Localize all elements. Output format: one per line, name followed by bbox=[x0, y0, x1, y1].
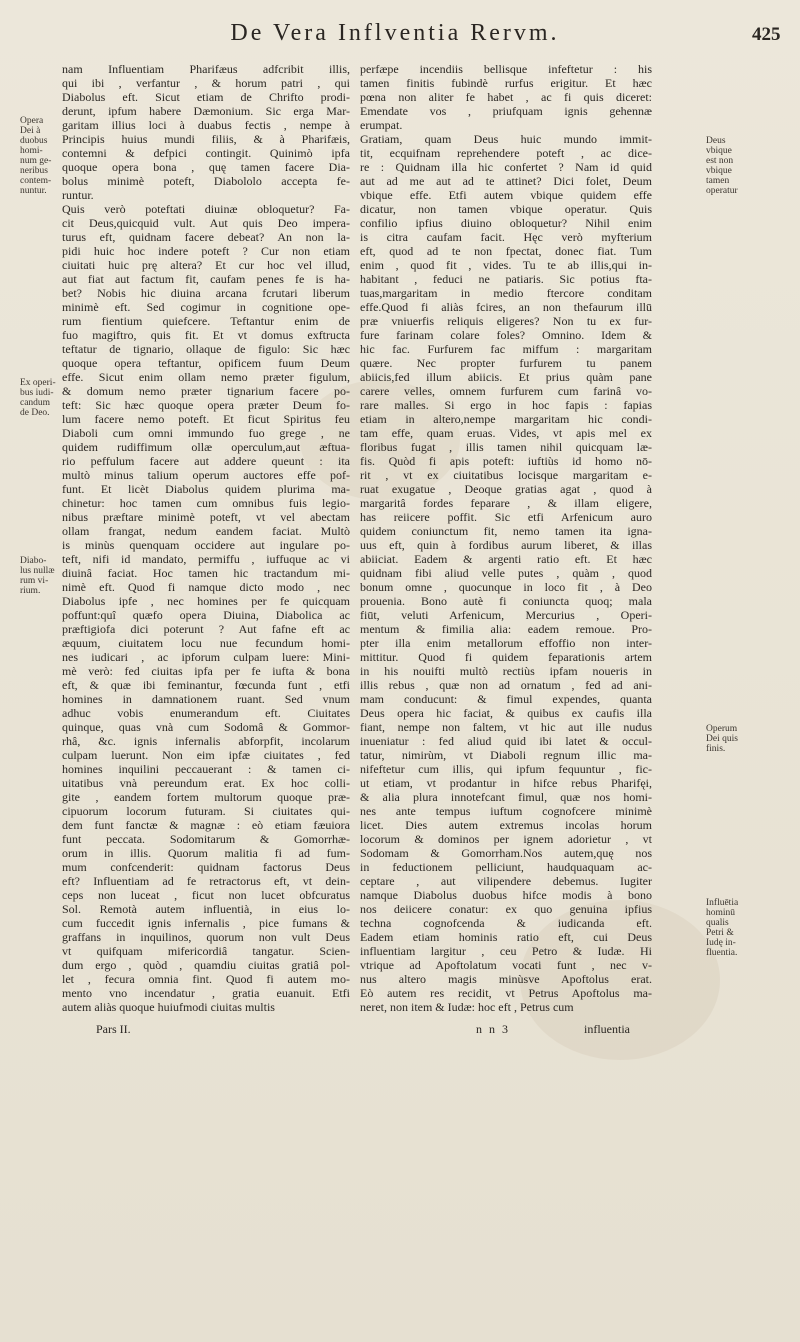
text-line: abiicis,fed illum abiicis. Et prius quàm pane bbox=[360, 370, 652, 384]
text-line: quidem coniunctum fit, nemo tamen ita igna- bbox=[360, 524, 652, 538]
margin-note-line: vbique bbox=[706, 166, 732, 176]
text-line: nimè eft. Quod fi namque dicto modo , nec bbox=[62, 580, 350, 594]
text-line: influentiam largitur , ceu Petro & Iudæ. Hi bbox=[360, 944, 652, 958]
text-line: has reiicere poffit. Sic etfi Arfenicum auro bbox=[360, 510, 652, 524]
text-line: mittitur. Quod fi quidem feparationis artem bbox=[360, 650, 652, 664]
margin-note-line: hominū bbox=[706, 908, 736, 918]
text-line: tamen finitis fubindè rurfus erigitur. Et hæc bbox=[360, 76, 652, 90]
signature-left: Pars II. bbox=[96, 1022, 131, 1036]
text-line: aut fiat aut factum fit, caufam penes fe is ha- bbox=[62, 272, 350, 286]
text-line: effe. Sicut enim ollam nemo præter figulum, bbox=[62, 370, 350, 384]
text-line: rum fientium quiefcere. Teftantur enim de bbox=[62, 314, 350, 328]
margin-note-right-3 bbox=[706, 898, 738, 958]
text-line: graffans in inquilinos, quorum non vult Deus bbox=[62, 930, 350, 944]
text-line: tit, ecquifnam reprehendere poteft , ac dice- bbox=[360, 146, 652, 160]
text-line: orum in illis. Quorum malitia fi ad fum- bbox=[62, 846, 350, 860]
margin-note-line: fluentia. bbox=[706, 948, 738, 958]
text-line: erumpat. bbox=[360, 118, 403, 132]
text-line: adhuc vobis enumerandum eft. Ciuitates bbox=[62, 706, 350, 720]
text-line: homines in damnationem ruant. Sed vnum bbox=[62, 692, 350, 706]
text-line: funt peccata. Sodomitarum & Gomorrhæ- bbox=[62, 832, 350, 846]
text-line: Diabolus eft. Sicut etiam de Chrifto prodi- bbox=[62, 90, 350, 104]
margin-note-line: operatur bbox=[706, 186, 738, 196]
margin-note-line: rium. bbox=[20, 586, 41, 596]
text-line: cit Deus,quicquid vult. Aut quis Deo impera- bbox=[62, 216, 350, 230]
page-number: 425 bbox=[752, 24, 781, 45]
text-line: ollam frangat, nedum eandem faciat. Multò bbox=[62, 524, 350, 538]
text-line: ceps non luceat , ficut non lucet obfcuratus bbox=[62, 888, 350, 902]
margin-note-left-1 bbox=[20, 116, 51, 196]
text-line: habitant , feduci ne patiaris. Sic potius fta- bbox=[360, 272, 652, 286]
text-line: rare malles. Si ergo in hoc fapis : fapias bbox=[360, 398, 652, 412]
text-line: qui ibi , verfantur , & horum patri , qui bbox=[62, 76, 350, 90]
text-line: nifeftetur cum illis, qui ipfum fequuntur , fic- bbox=[360, 762, 652, 776]
text-line: fure farinam colare foles? Omnino. Idem & bbox=[360, 328, 652, 342]
margin-note-line: Opera bbox=[20, 116, 44, 126]
text-line: runtur. bbox=[62, 188, 94, 202]
margin-note-line: num ge- bbox=[20, 156, 52, 166]
text-line: in feductionem pelliciunt, haudquaquam ac- bbox=[360, 860, 652, 874]
text-line: ceptare , aut vilipendere debemus. Iugiter bbox=[360, 874, 652, 888]
running-title: De Vera Inflventia Rervm. bbox=[230, 20, 560, 46]
text-line: nes iudicari , ac ipforum culpam luere: Mini- bbox=[62, 650, 350, 664]
margin-note-line: qualis bbox=[706, 918, 729, 928]
text-line: neret, non item & Iudæ: hoc eft , Petrus cum bbox=[360, 1000, 574, 1014]
text-line: chinetur: hoc tamen cum omnibus fuis legio- bbox=[62, 496, 350, 510]
margin-note-line: candum bbox=[20, 398, 51, 408]
margin-note-line: duobus bbox=[20, 136, 48, 146]
text-line: hic fac. Furfurem fac miffum : margaritam bbox=[360, 342, 652, 356]
margin-note-line: Deus bbox=[706, 136, 726, 146]
text-line: vbique effe. Etfi autem vbique quidem effe bbox=[360, 188, 652, 202]
text-line: rit , vt ex ciuitatibus locisque margaritam e- bbox=[360, 468, 652, 482]
text-line: is citra caufam facit. Hęc verò myfterium bbox=[360, 230, 652, 244]
text-line: locorum & dominos per ignem adorietur , vt bbox=[360, 832, 652, 846]
text-line: vtrique ad Apoftolatum vocati funt , nec v- bbox=[360, 958, 652, 972]
text-line: effe.Quod fi aliàs fcires, an non thefaurum illū bbox=[360, 300, 652, 314]
text-line: Eadem etiam hominis ratio eft, cui Deus bbox=[360, 930, 652, 944]
text-line: Eò autem res recidit, vt Petrus Apoftolus ma- bbox=[360, 986, 652, 1000]
text-column-right bbox=[360, 62, 652, 1014]
text-line: inueniatur : fed aliud quid ibi latet & occul- bbox=[360, 734, 652, 748]
text-line: homines inquilini peccauerant : & tamen ci- bbox=[62, 762, 350, 776]
text-line: nes ante tempus iuftum cognofcere minimè bbox=[360, 804, 652, 818]
text-line: garitam illius loci à duabus fectis , nempe à bbox=[62, 118, 350, 132]
text-line: Quis verò poteftati diuinæ obloquetur? Fa- bbox=[62, 202, 350, 216]
text-line: abiiciat. Eadem & argenti ratio eft. Et hæc bbox=[360, 552, 652, 566]
margin-note-left-2 bbox=[20, 378, 56, 418]
text-line: namque Diabolus duobus hifce modis à bono bbox=[360, 888, 652, 902]
text-line: lum facere nemo poteft. Et ficut Spiritus feu bbox=[62, 412, 350, 426]
text-line: pter illa enim metallorum effoffio non inter- bbox=[360, 636, 652, 650]
text-line: bet? Nobis hic diuina arcana fcrutari liberum bbox=[62, 286, 350, 300]
text-line: prouenia. Bono autè fi coniuncta quoq; mala bbox=[360, 594, 652, 608]
text-line: perfæpe incendiis bellisque infeftetur : his bbox=[360, 62, 652, 76]
text-line: uitatibus vnà pereundum erat. Ex hoc colli- bbox=[62, 776, 350, 790]
text-line: minimè eft. Sed cogimur in cognitione ope- bbox=[62, 300, 350, 314]
text-line: Emendate vos , priufquam ignis gehennæ bbox=[360, 104, 652, 118]
text-line: præ vniuerfis reliquis eligeres? Non tu ex fur- bbox=[360, 314, 652, 328]
text-line: mè verò: fed ciuitas ipfa per fe iufta & bona bbox=[62, 664, 350, 678]
text-line: uus eft, quin à fordibus aurum liberet, & illas bbox=[360, 538, 652, 552]
text-line: floribus fugat , illis tamen nihil quicquam læ- bbox=[360, 440, 652, 454]
text-line: & domum nemo præter tignarium facere po- bbox=[62, 384, 350, 398]
text-line: etiam in altero,nempe margaritam hic condi- bbox=[360, 412, 652, 426]
text-line: illis rebus , quæ non ad ornatum , fed ad ani- bbox=[360, 678, 652, 692]
text-line: nus altero magis minùsve Apoftolus erat. bbox=[360, 972, 652, 986]
text-line: re : Quidnam illa hic confertet ? Nam id quid bbox=[360, 160, 652, 174]
text-line: quinque, quas vnà cum Sodomâ & Gommor- bbox=[62, 720, 350, 734]
text-line: teft: Sic hæc quoque opera præter Deum fo- bbox=[62, 398, 350, 412]
text-line: mentum & fimilia alia: eadem remoue. Pro- bbox=[360, 622, 652, 636]
text-line: autem aliàs quoque huiufmodi ciuitas multis bbox=[62, 1000, 275, 1014]
margin-note-line: vbique bbox=[706, 146, 732, 156]
text-line: margaritâ fordes feparare , & illam eligere, bbox=[360, 496, 652, 510]
text-line: licet. Dies autem extremus incolas horum bbox=[360, 818, 652, 832]
text-line: rhâ, &c. ignis infernalis abforpfit, incolarum bbox=[62, 734, 350, 748]
text-line: aut ad me aut ad te attinet? Dici folet, Deum bbox=[360, 174, 652, 188]
margin-note-line: de Deo. bbox=[20, 408, 50, 418]
text-line: bonum omne , quocunque in loco fit , à Deo bbox=[360, 580, 652, 594]
text-line: dicatur, non tamen vbique operatur. Quis bbox=[360, 202, 652, 216]
text-line: derunt, ipfum habere Dæmonium. Sic erga Mar- bbox=[62, 104, 350, 118]
text-line: techna cognofcenda & iudicanda eft. bbox=[360, 916, 652, 930]
text-line: carere velles, omnem furfurem cum farinâ vo- bbox=[360, 384, 652, 398]
text-line: multò minus talium operum auctores effe pof- bbox=[62, 468, 350, 482]
text-line: vt quifquam mifericordiâ tangatur. Scien- bbox=[62, 944, 350, 958]
margin-note-line: lus nullæ bbox=[20, 566, 55, 576]
text-line: dem funt fanctæ & magnæ : eò etiam fæuiora bbox=[62, 818, 350, 832]
text-line: eft? Influentiam ad fe retractorus eft, vt dein- bbox=[62, 874, 350, 888]
margin-note-line: Petri & bbox=[706, 928, 734, 938]
margin-note-line: Influētia bbox=[706, 898, 739, 908]
margin-note-line: Diabo- bbox=[20, 556, 47, 566]
text-line: teftatur de tignario, ollaque de figulo: Sic hæc bbox=[62, 342, 350, 356]
margin-note-line: tamen bbox=[706, 176, 730, 186]
margin-note-right-2 bbox=[706, 724, 738, 754]
margin-note-line: Iudę in- bbox=[706, 938, 736, 948]
margin-note-line: Dei à bbox=[20, 126, 41, 136]
text-line: quoque opera bona , quę tamen facere Dia- bbox=[62, 160, 350, 174]
text-line: cum fuccedit ignis infernalis , pice fumans & bbox=[62, 916, 350, 930]
text-line: quidem rudiffimum ollæ operculum,aut æftua- bbox=[62, 440, 350, 454]
text-line: ut etiam, vt prodantur in hifce rebus Pharifęi, bbox=[360, 776, 652, 790]
text-line: in his nouifti multò rectiùs ipfam noueris in bbox=[360, 664, 652, 678]
text-line: eft, quod ad te non fpectat, donec fiat. Tum bbox=[360, 244, 652, 258]
margin-note-line: neribus bbox=[20, 166, 48, 176]
text-line: Deus opera hic faciat, & quibus ex caufis illa bbox=[360, 706, 652, 720]
margin-note-line: contem- bbox=[20, 176, 52, 186]
text-line: rio peffulum facere aut addere queunt : ita bbox=[62, 454, 350, 468]
text-line: nibus præftare minimè poteft, vt vel abectam bbox=[62, 510, 350, 524]
text-line: quoque opera teftantur, opificem fuum Deum bbox=[62, 356, 350, 370]
margin-note-line: homi- bbox=[20, 146, 43, 156]
text-line: tam effe, quam eruas. Vides, vt apis mel ex bbox=[360, 426, 652, 440]
text-line: præftigiofa dici poterunt ? Aut fafne eft ac bbox=[62, 622, 350, 636]
margin-note-line: Ex operi- bbox=[20, 378, 56, 388]
margin-note-line: rum vi- bbox=[20, 576, 49, 586]
text-line: funt. Et licèt Diabolus quidem plurima ma- bbox=[62, 482, 350, 496]
text-line: cipuorum locorum futuram. Si ciuitates qui- bbox=[62, 804, 350, 818]
text-line: fis. Quòd fi apis poteft: iuftiùs id homo nō- bbox=[360, 454, 652, 468]
text-line: mum confcenderit: quidnam factorus Deus bbox=[62, 860, 350, 874]
text-line: Principis huius mundi filiis, & à Pharifæis, bbox=[62, 132, 350, 146]
text-line: Sol. Remotà autem influentià, in eius lo- bbox=[62, 902, 350, 916]
margin-note-line: Operum bbox=[706, 724, 738, 734]
text-line: fiūt, veluti Arfenicum, Mercurius , Operi- bbox=[360, 608, 652, 622]
text-line: teft, nifi id mandato, permiffu , iuffuque ac vi bbox=[62, 552, 350, 566]
margin-note-line: est non bbox=[706, 156, 734, 166]
margin-note-line: bus iudi- bbox=[20, 388, 54, 398]
catchword: influentia bbox=[584, 1022, 630, 1036]
signature-mark: n n 3 bbox=[476, 1022, 510, 1036]
margin-note-line: Dei quis bbox=[706, 734, 738, 744]
text-line: confilio ipfius diuino obloquetur? Nihil enim bbox=[360, 216, 652, 230]
margin-note-left-3 bbox=[20, 556, 55, 596]
text-line: & alia plura innotefcant fimul, quæ nos homi- bbox=[360, 790, 652, 804]
text-line: nos deiicere conatur: ex quo genuina ipfius bbox=[360, 902, 652, 916]
text-line: diuinâ faciat. Hoc tamen hic tractandum mi- bbox=[62, 566, 350, 580]
text-line: mam conducunt: & fimul expendes, quanta bbox=[360, 692, 652, 706]
text-line: quære. Nec propter furfurem tu panem bbox=[360, 356, 652, 370]
text-line: ruat exugatue , Deoque gratias agat , quod à bbox=[360, 482, 652, 496]
margin-note-line: nuntur. bbox=[20, 186, 47, 196]
text-line: Gratiam, quam Deus huic mundo immit- bbox=[360, 132, 652, 146]
text-line: Diabolus ipfe , nec homines per fe quicquam bbox=[62, 594, 350, 608]
text-line: Sodomam & Gomorrham.Nos autem,quę nos bbox=[360, 846, 652, 860]
text-line: mento vno incendatur , gratia euanuit. Etfi bbox=[62, 986, 350, 1000]
text-line: eft, & quæ ibi feminantur, fœcunda funt , etfi bbox=[62, 678, 350, 692]
text-line: culpam luerunt. Non eim ipfæ ciuitates , fed bbox=[62, 748, 350, 762]
text-line: is minùs quenquam occidere aut ingulare po- bbox=[62, 538, 350, 552]
text-line: gite , eandem fortem multorum quoque præ- bbox=[62, 790, 350, 804]
text-line: nam Influentiam Pharifæus adfcribit illis, bbox=[62, 62, 350, 76]
margin-note-line: finis. bbox=[706, 744, 726, 754]
text-line: let , fecura omnia fint. Quod fi autem mo- bbox=[62, 972, 350, 986]
text-line: fiant, nempe non faltem, vt hic aut ille nudus bbox=[360, 720, 652, 734]
text-line: tatur, nimirùm, vt Diaboli regnum illic ma- bbox=[360, 748, 652, 762]
margin-note-right-1 bbox=[706, 136, 738, 196]
text-column-left bbox=[62, 62, 350, 1014]
text-line: pœna non aliter fe habet , ac fi quis diceret: bbox=[360, 90, 652, 104]
text-line: poffunt:quî quæfo opera Diuina, Diabolica ac bbox=[62, 608, 350, 622]
text-line: ciuitati huic prę altera? Et cur hoc vel illud, bbox=[62, 258, 350, 272]
text-line: contemni & defpici contingit. Quinimò ipfa bbox=[62, 146, 350, 160]
text-line: fuo magiftro, quis fit. Et vt domus exftructa bbox=[62, 328, 350, 342]
text-line: bolus minimè poteft, Diabololo accepta fe- bbox=[62, 174, 350, 188]
text-line: turus eft, quidnam facere debeat? An non la- bbox=[62, 230, 350, 244]
text-line: dum ergo , quòd , quamdiu ciuitas gratiâ pol- bbox=[62, 958, 350, 972]
text-line: quidnam fibi aliud velle putes , quàm , quod bbox=[360, 566, 652, 580]
text-line: enim , quod fit , vides. Tu te ab illis,qui in- bbox=[360, 258, 652, 272]
text-line: tuas,margaritam in medio ftercore conditam bbox=[360, 286, 652, 300]
text-line: æquum, ciuitatem locu nue fecundum homi- bbox=[62, 636, 350, 650]
text-line: pidi huic hoc indere poteft ? Cur non etiam bbox=[62, 244, 350, 258]
text-line: Diaboli cum omni immundo fuo grege , ne bbox=[62, 426, 350, 440]
